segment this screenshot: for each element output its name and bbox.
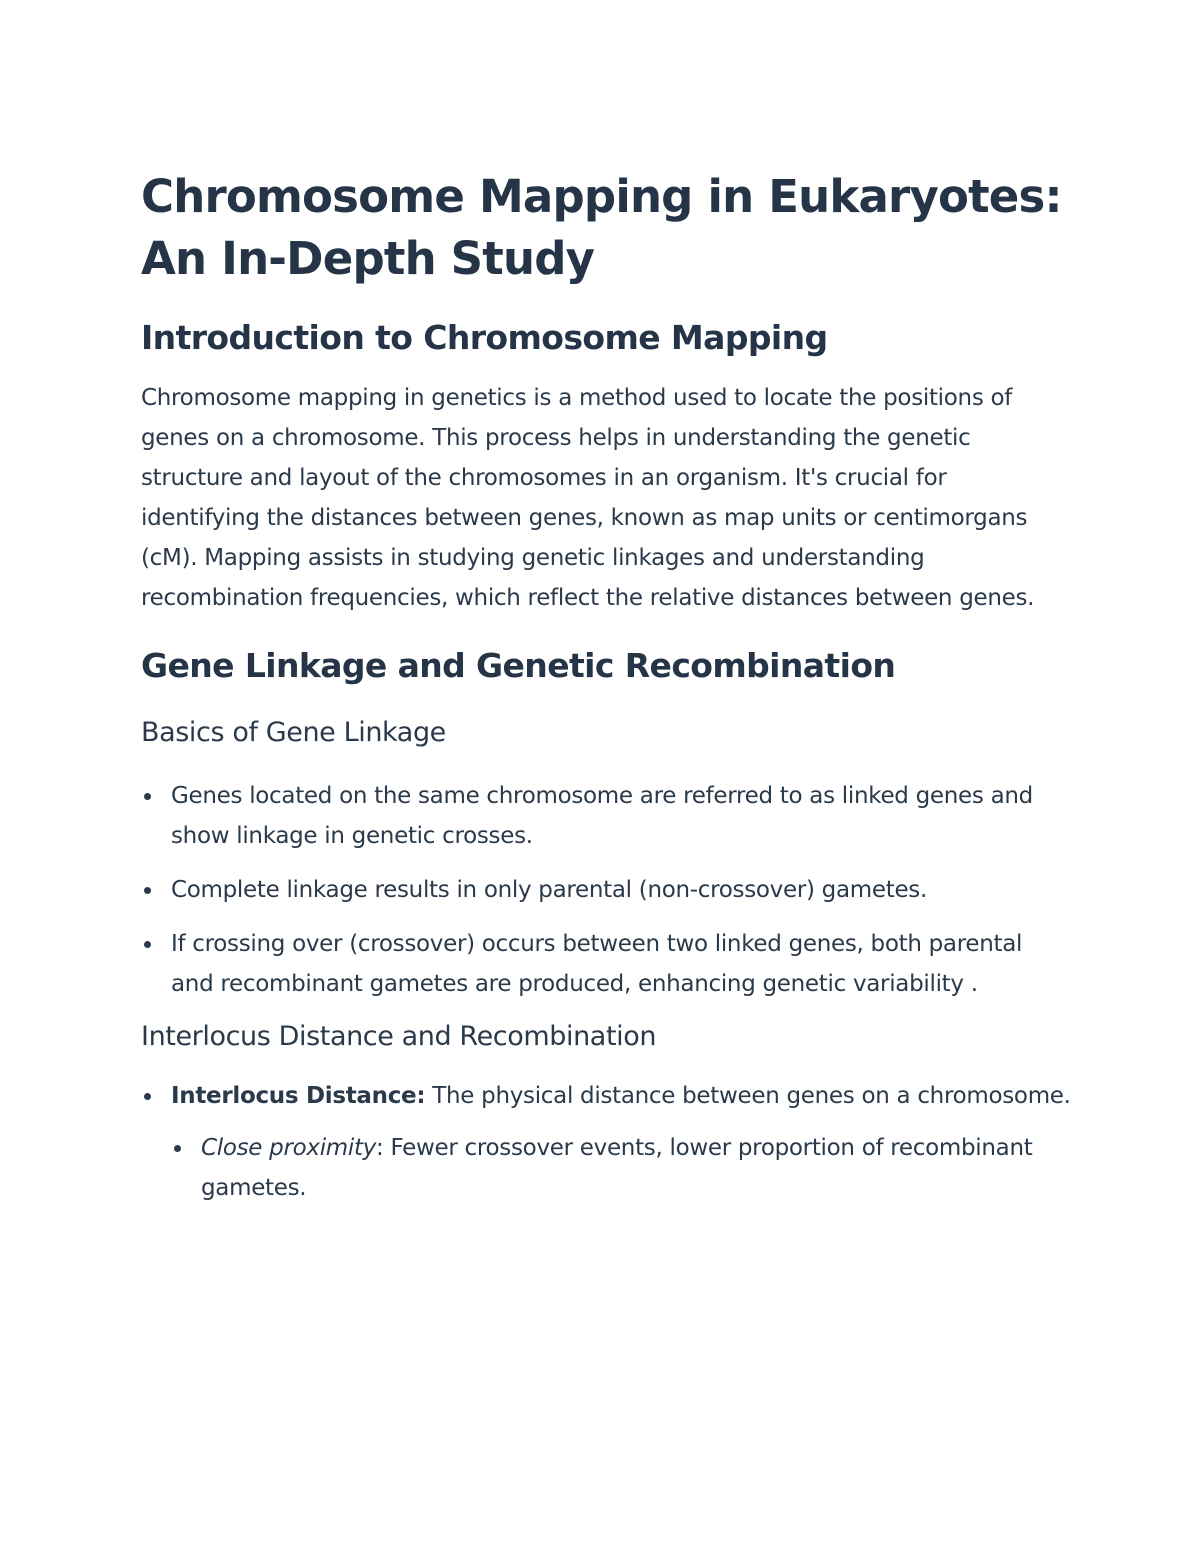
basics-list bbox=[141, 776, 1071, 1004]
document-page bbox=[141, 166, 1071, 1208]
linkage-heading: Gene Linkage and Genetic Recombination bbox=[141, 646, 896, 685]
list-item: Genes located on the same chromosome are referred to as linked genes and show linkage in genetic crosses. bbox=[141, 776, 1071, 856]
list-item bbox=[141, 1076, 1071, 1208]
term-definition: The physical distance between genes on a chromosome. bbox=[425, 1083, 1071, 1109]
interlocus-heading: Interlocus Distance and Recombination bbox=[141, 1021, 657, 1052]
nested-term-label: Close proximity bbox=[201, 1135, 377, 1161]
list-item: Complete linkage results in only parental (non-crossover) gametes. bbox=[141, 870, 1071, 910]
nested-list bbox=[171, 1128, 1071, 1208]
nested-list-item bbox=[171, 1128, 1071, 1208]
interlocus-list bbox=[141, 1076, 1071, 1208]
nested-term-definition: : Fewer crossover events, lower proportion of recombinant gametes. bbox=[201, 1135, 1033, 1201]
basics-heading: Basics of Gene Linkage bbox=[141, 717, 446, 748]
intro-heading: Introduction to Chromosome Mapping bbox=[141, 318, 828, 357]
term-label: Interlocus Distance: bbox=[171, 1083, 426, 1109]
intro-paragraph: Chromosome mapping in genetics is a method used to locate the positions of genes on a chromosome. This process helps in understanding the genetic structure and layout of the chromosomes in an organism. It's crucial for identifying the distances between genes, known as map units or centimorgans (cM). Mapping assists in studying genetic linkages and understanding recombination frequencies, which reflect the relative distances between genes. bbox=[141, 385, 1035, 611]
page-title: Chromosome Mapping in Eukaryotes: An In-Depth Study bbox=[141, 170, 1062, 285]
list-item: If crossing over (crossover) occurs between two linked genes, both parental and recombinant gametes are produced, enhancing genetic variability . bbox=[141, 924, 1071, 1004]
